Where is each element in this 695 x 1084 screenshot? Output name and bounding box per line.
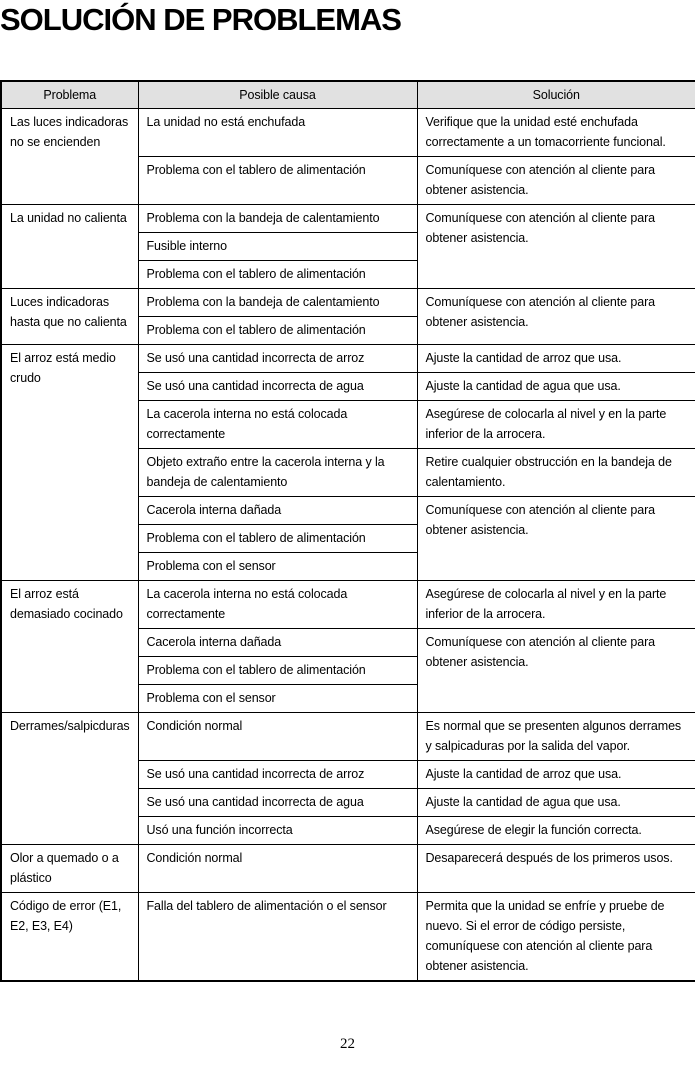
- table-row: [1, 713, 695, 761]
- cause-cell: La unidad no está enchufada: [138, 109, 417, 157]
- cause-cell: Problema con el tablero de alimentación: [138, 157, 417, 205]
- solution-cell: Ajuste la cantidad de arroz que usa.: [417, 761, 695, 789]
- cause-cell: Falla del tablero de alimentación o el sensor: [138, 893, 417, 982]
- problem-cell: Luces indicadoras hasta que no calienta: [1, 289, 138, 345]
- problem-cell: La unidad no calienta: [1, 205, 138, 289]
- cause-cell: Problema con el tablero de alimentación: [138, 657, 417, 685]
- cause-cell: Condición normal: [138, 845, 417, 893]
- cause-cell: Problema con el tablero de alimentación: [138, 317, 417, 345]
- page-number: 22: [340, 1036, 355, 1052]
- solution-cell: Retire cualquier obstrucción en la bandeja de calentamiento.: [417, 449, 695, 497]
- cause-cell: Problema con el tablero de alimentación: [138, 261, 417, 289]
- solution-cell: Verifique que la unidad esté enchufada correctamente a un tomacorriente funcional.: [417, 109, 695, 157]
- solution-cell: Asegúrese de colocarla al nivel y en la parte inferior de la arrocera.: [417, 581, 695, 629]
- table-row: [1, 109, 695, 157]
- problem-cell: Olor a quemado o a plástico: [1, 845, 138, 893]
- solution-cell: Permita que la unidad se enfríe y pruebe de nuevo. Si el error de código persiste, comuníquese con atención al cliente para obtener asistencia.: [417, 893, 695, 982]
- table-row: [1, 893, 695, 982]
- solution-cell: Comuníquese con atención al cliente para obtener asistencia.: [417, 629, 695, 713]
- cause-cell: Se usó una cantidad incorrecta de agua: [138, 373, 417, 401]
- solution-cell: Ajuste la cantidad de agua que usa.: [417, 373, 695, 401]
- problem-cell: Código de error (E1, E2, E3, E4): [1, 893, 138, 982]
- cause-cell: Condición normal: [138, 713, 417, 761]
- solution-cell: Comuníquese con atención al cliente para obtener asistencia.: [417, 157, 695, 205]
- cause-cell: Problema con la bandeja de calentamiento: [138, 205, 417, 233]
- cause-cell: Fusible interno: [138, 233, 417, 261]
- cause-cell: Objeto extraño entre la cacerola interna y la bandeja de calentamiento: [138, 449, 417, 497]
- cause-cell: Problema con la bandeja de calentamiento: [138, 289, 417, 317]
- column-header-posible-causa: Posible causa: [138, 81, 417, 109]
- page-title: SOLUCIÓN DE PROBLEMAS: [0, 2, 401, 37]
- table-header-row: [1, 81, 695, 109]
- cause-cell: La cacerola interna no está colocada correctamente: [138, 401, 417, 449]
- cause-cell: Se usó una cantidad incorrecta de agua: [138, 789, 417, 817]
- cause-cell: Problema con el sensor: [138, 685, 417, 713]
- solution-cell: Desaparecerá después de los primeros usos.: [417, 845, 695, 893]
- problem-cell: El arroz está demasiado cocinado: [1, 581, 138, 713]
- solution-cell: Comuníquese con atención al cliente para obtener asistencia.: [417, 289, 695, 345]
- problem-cell: El arroz está medio crudo: [1, 345, 138, 581]
- solution-cell: Es normal que se presenten algunos derrames y salpicaduras por la salida del vapor.: [417, 713, 695, 761]
- solution-cell: Comuníquese con atención al cliente para obtener asistencia.: [417, 205, 695, 289]
- cause-cell: Cacerola interna dañada: [138, 497, 417, 525]
- table-row: [1, 345, 695, 373]
- cause-cell: La cacerola interna no está colocada correctamente: [138, 581, 417, 629]
- cause-cell: Se usó una cantidad incorrecta de arroz: [138, 761, 417, 789]
- solution-cell: Comuníquese con atención al cliente para obtener asistencia.: [417, 497, 695, 581]
- troubleshooting-table: [0, 80, 695, 982]
- problem-cell: Derrames/salpicduras: [1, 713, 138, 845]
- table-row: [1, 845, 695, 893]
- column-header-solucion: Solución: [417, 81, 695, 109]
- column-header-problema: Problema: [1, 81, 138, 109]
- table-row: [1, 289, 695, 317]
- cause-cell: Se usó una cantidad incorrecta de arroz: [138, 345, 417, 373]
- problem-cell: Las luces indicadoras no se encienden: [1, 109, 138, 205]
- table-row: [1, 205, 695, 233]
- table-row: [1, 581, 695, 629]
- solution-cell: Ajuste la cantidad de arroz que usa.: [417, 345, 695, 373]
- cause-cell: Problema con el sensor: [138, 553, 417, 581]
- cause-cell: Problema con el tablero de alimentación: [138, 525, 417, 553]
- cause-cell: Usó una función incorrecta: [138, 817, 417, 845]
- solution-cell: Asegúrese de colocarla al nivel y en la parte inferior de la arrocera.: [417, 401, 695, 449]
- solution-cell: Ajuste la cantidad de agua que usa.: [417, 789, 695, 817]
- solution-cell: Asegúrese de elegir la función correcta.: [417, 817, 695, 845]
- cause-cell: Cacerola interna dañada: [138, 629, 417, 657]
